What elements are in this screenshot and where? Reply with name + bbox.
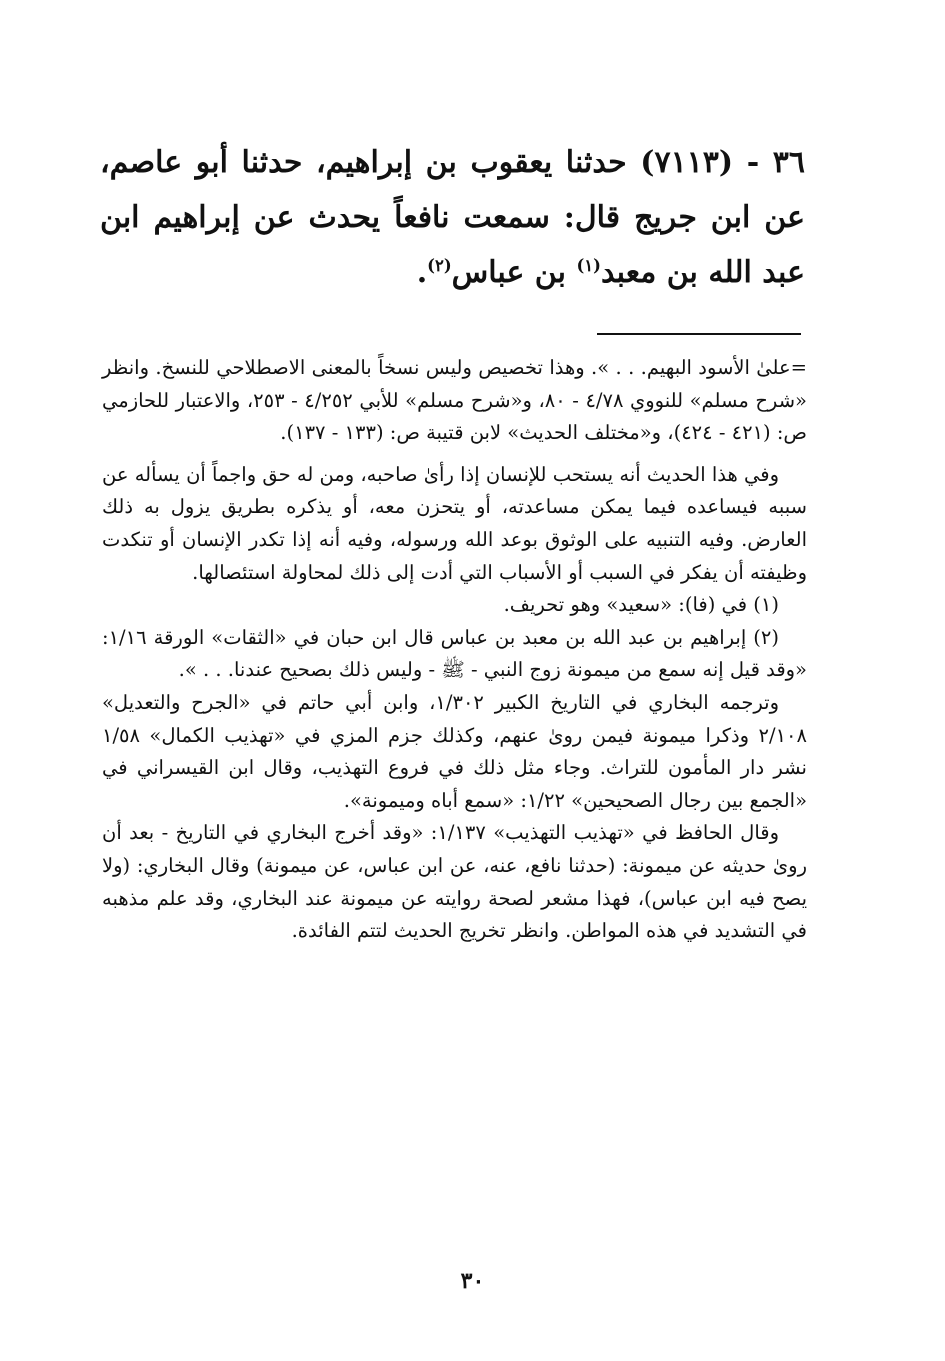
page-number: ٣٠ — [460, 1268, 485, 1294]
footnote-separator — [597, 333, 801, 335]
hadith-text-part-2: بن عباس — [451, 255, 577, 290]
hadith-number: ٣٦ - (٧١١٣) — [640, 145, 805, 180]
footnote-benefit: وفي هذا الحديث أنه يستحب للإنسان إذا رأىٰ صاحبه، ومن له حق واجماً أن يسأله عن سببه فيساعده فيما يمكن مساعدته، أو يتحزن معه، أو يذكره بطريق يزول به ذلك العارض. وفيه التنبيه على الوثوق بوعد الله ورسوله، وفيه أنه إذا تكدر الإنسان أو تنكدت وظيفته أن يفكر في السبب أو الأسباب التي أدت إلى ذلك لمحاولة استئصالها. — [102, 462, 807, 584]
hadith-text-part-1: حدثنا يعقوب بن إبراهيم، حدثنا أبو عاصم، عن ابن جريج قال: سمعت نافعاً يحدث عن إبراهيم ابن عبد الله بن معبد — [100, 145, 805, 290]
footnote-continued-text: علىٰ الأسود البهيم. . . ». وهذا تخصيص وليس نسخاً بالمعنى الاصطلاحي للنسخ. وانظر «شرح مسلم» للنووي ٤/٧٨ - ٨٠، و«شرح مسلم» للأبي ٤/٢٥٢ - ٢٥٣، والاعتبار للحازمي ص: (٤٢١ - ٤٢٤)، و«مختلف الحديث» لابن قتيبة ص: (١٣٣ - ١٣٧). — [102, 356, 807, 445]
footnotes-section — [102, 352, 807, 948]
footnote-2-hafiz: وقال الحافظ في «تهذيب التهذيب» ١/١٣٧: «وقد أخرج البخاري في التاريخ - بعد أن روىٰ حديثه عن ميمونة: (حدثنا نافع، عنه، عن ابن عباس، عن ميمونة) وقال البخاري: (ولا يصح فيه ابن عباس)، فهذا مشعر لصحة روايته عن ميمونة عند البخاري، وقد علم مذهبه في التشديد في هذه المواطن. وانظر تخريج الحديث لتتم الفائدة. — [102, 821, 807, 943]
footnote-ref-1: (١) — [576, 256, 601, 275]
continuation-marker: = — [790, 356, 807, 379]
footnote-continued — [102, 352, 807, 450]
footnote-ref-2: (٢) — [427, 256, 452, 275]
hadith-text — [100, 135, 805, 300]
footnote-1: (١) في (فا): «سعيد» وهو تحريف. — [503, 593, 779, 617]
footnote-2-translation: وترجمه البخاري في التاريخ الكبير ١/٣٠٢، وابن أبي حاتم في «الجرح والتعديل» ٢/١٠٨ وذكرا ميمونة فيمن روىٰ عنهم، وكذلك جزم المزي في «تهذيب الكمال» ١/٥٨ نشر دار المأمون للتراث. وجاء مثل ذلك في فروع التهذيب، وقال ابن القيسراني في «الجمع بين رجال الصحيحين» ١/٢٢: «سمع أباه وميمونة». — [102, 690, 807, 812]
hadith-text-part-3: . — [416, 255, 428, 290]
footnote-2: (٢) إبراهيم بن عبد الله بن معبد بن عباس قال ابن حبان في «الثقات» الورقة ١/١٦: «وقد قيل إنه سمع من ميمونة زوج النبي - ﷺ - وليس ذلك بصحيح عندنا. . . ». — [102, 625, 807, 682]
